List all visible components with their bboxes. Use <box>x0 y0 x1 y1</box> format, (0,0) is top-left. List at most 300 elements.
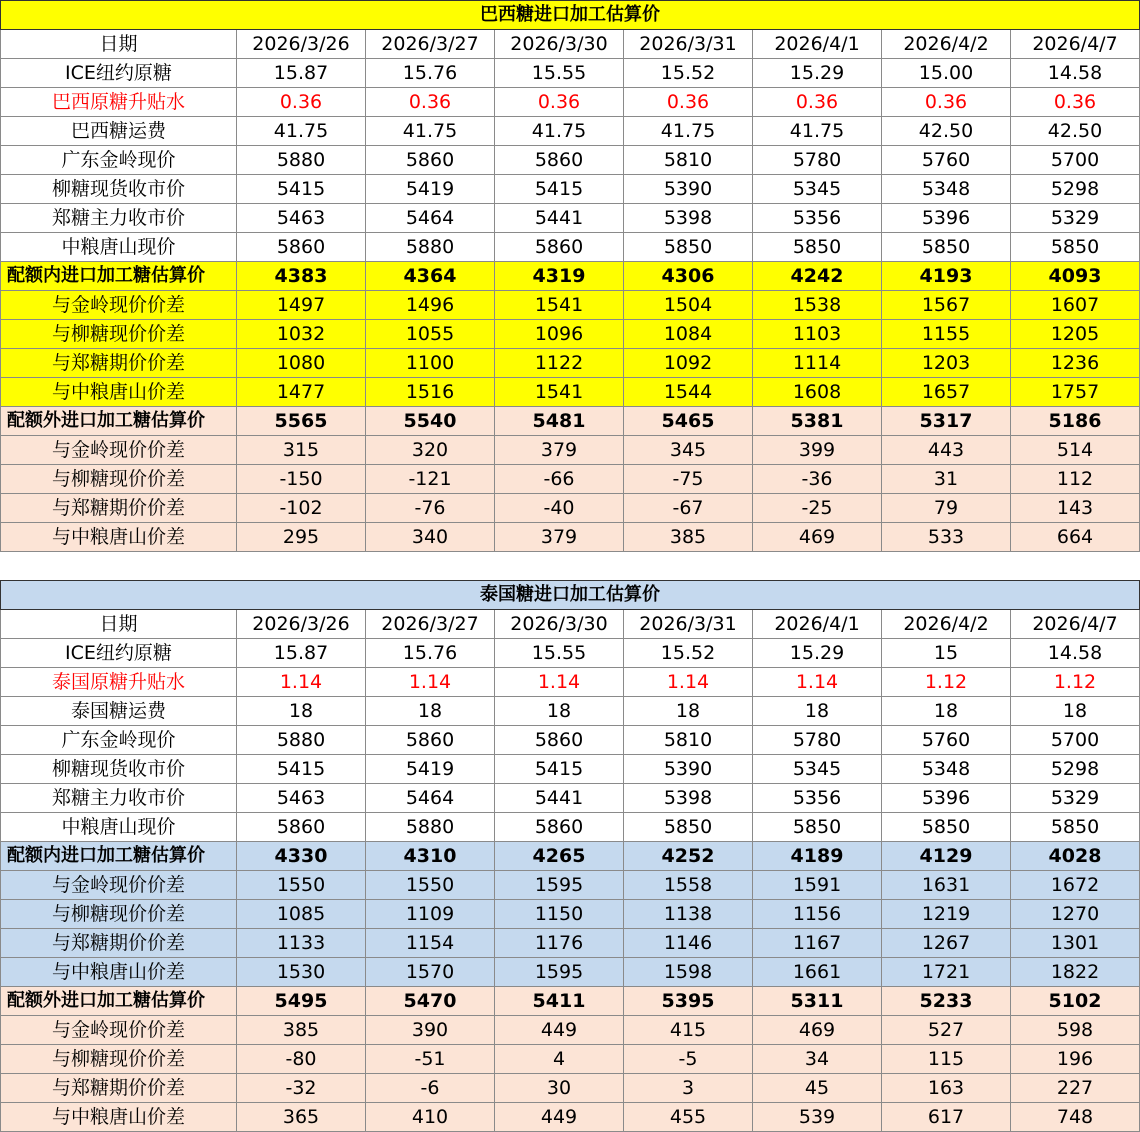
table-cell: 112 <box>1011 465 1140 494</box>
table-row <box>1 117 1140 146</box>
table-cell: 664 <box>1011 523 1140 552</box>
table-row <box>1 88 1140 117</box>
table-cell: 18 <box>495 697 624 726</box>
table-cell: 1114 <box>753 349 882 378</box>
table-cell: 2026/4/1 <box>753 610 882 639</box>
table-cell: 0.36 <box>753 88 882 117</box>
row-label: 泰国原糖升贴水 <box>1 668 237 697</box>
table-cell: 45 <box>753 1074 882 1103</box>
row-label: 日期 <box>1 610 237 639</box>
table-row <box>1 59 1140 88</box>
table-row <box>1 639 1140 668</box>
table-cell: 5850 <box>882 813 1011 842</box>
table-cell: 1530 <box>237 958 366 987</box>
table-cell: 4330 <box>237 842 366 871</box>
table-cell: 379 <box>495 523 624 552</box>
table-cell: 5880 <box>366 813 495 842</box>
table-cell: 5465 <box>624 407 753 436</box>
table-cell: 2026/3/30 <box>495 30 624 59</box>
table-cell: 385 <box>624 523 753 552</box>
table-cell: 5415 <box>495 755 624 784</box>
table-cell: 1631 <box>882 871 1011 900</box>
table-cell: 5860 <box>237 233 366 262</box>
table-cell: 1032 <box>237 320 366 349</box>
table-cell: 1122 <box>495 349 624 378</box>
table-cell: 4 <box>495 1045 624 1074</box>
table-title-row <box>1 1 1140 30</box>
table-cell: 3 <box>624 1074 753 1103</box>
table-cell: 365 <box>237 1103 366 1132</box>
table-cell: 5880 <box>366 233 495 262</box>
table-row <box>1 523 1140 552</box>
table-cell: 196 <box>1011 1045 1140 1074</box>
table-row <box>1 1045 1140 1074</box>
table-row <box>1 146 1140 175</box>
table-cell: 5860 <box>495 813 624 842</box>
table-cell: 1301 <box>1011 929 1140 958</box>
table-cell: 5780 <box>753 726 882 755</box>
table-cell: 143 <box>1011 494 1140 523</box>
table-cell: 15.76 <box>366 639 495 668</box>
table-cell: 5464 <box>366 204 495 233</box>
table-cell: 14.58 <box>1011 639 1140 668</box>
table-cell: 5415 <box>237 755 366 784</box>
table-cell: 5810 <box>624 726 753 755</box>
table-cell: 1541 <box>495 378 624 407</box>
row-label: 广东金岭现价 <box>1 726 237 755</box>
table-cell: 15.29 <box>753 639 882 668</box>
table-cell: 5329 <box>1011 784 1140 813</box>
table-cell: 5398 <box>624 204 753 233</box>
table-cell: 5395 <box>624 987 753 1016</box>
table-cell: 315 <box>237 436 366 465</box>
table-cell: 5396 <box>882 784 1011 813</box>
table-cell: 5390 <box>624 755 753 784</box>
table-row <box>1 494 1140 523</box>
table-cell: 1.14 <box>366 668 495 697</box>
row-label: 柳糖现货收市价 <box>1 755 237 784</box>
table-cell: 1219 <box>882 900 1011 929</box>
table-cell: 399 <box>753 436 882 465</box>
table-cell: 1544 <box>624 378 753 407</box>
table-cell: 1084 <box>624 320 753 349</box>
table-cell: 1.14 <box>624 668 753 697</box>
table-cell: -66 <box>495 465 624 494</box>
table-cell: 18 <box>753 697 882 726</box>
table-cell: 5481 <box>495 407 624 436</box>
table-cell: 5880 <box>237 146 366 175</box>
table-cell: 2026/3/26 <box>237 610 366 639</box>
table-cell: 5419 <box>366 755 495 784</box>
table-cell: 18 <box>882 697 1011 726</box>
table-cell: 410 <box>366 1103 495 1132</box>
table-cell: 5441 <box>495 204 624 233</box>
table-cell: 0.36 <box>237 88 366 117</box>
table-cell: 4028 <box>1011 842 1140 871</box>
table-cell: 1146 <box>624 929 753 958</box>
table-cell: 4129 <box>882 842 1011 871</box>
table-cell: 514 <box>1011 436 1140 465</box>
table-cell: 18 <box>1011 697 1140 726</box>
table-cell: -40 <box>495 494 624 523</box>
table-cell: -75 <box>624 465 753 494</box>
table-cell: 1205 <box>1011 320 1140 349</box>
table-cell: 1721 <box>882 958 1011 987</box>
table-cell: 5317 <box>882 407 1011 436</box>
row-label: 与柳糖现价价差 <box>1 1045 237 1074</box>
table-cell: 5860 <box>495 233 624 262</box>
thai-sugar-table <box>0 580 1140 1132</box>
row-label: 与郑糖期价价差 <box>1 349 237 378</box>
table-cell: 5700 <box>1011 146 1140 175</box>
table-cell: 41.75 <box>753 117 882 146</box>
table-cell: 2026/4/7 <box>1011 30 1140 59</box>
table-cell: 15.87 <box>237 639 366 668</box>
table-cell: 5102 <box>1011 987 1140 1016</box>
table-cell: 379 <box>495 436 624 465</box>
table-cell: 455 <box>624 1103 753 1132</box>
table-cell: 15.52 <box>624 639 753 668</box>
table-cell: 1203 <box>882 349 1011 378</box>
table-row <box>1 378 1140 407</box>
table-cell: 5463 <box>237 204 366 233</box>
table-cell: 5810 <box>624 146 753 175</box>
row-label: 与郑糖期价价差 <box>1 1074 237 1103</box>
row-label: 与金岭现价价差 <box>1 291 237 320</box>
table-cell: 5760 <box>882 726 1011 755</box>
table-cell: 1055 <box>366 320 495 349</box>
table-cell: 1570 <box>366 958 495 987</box>
table-cell: 1477 <box>237 378 366 407</box>
table-row <box>1 349 1140 378</box>
table-cell: 2026/3/31 <box>624 610 753 639</box>
table-cell: 1538 <box>753 291 882 320</box>
table-cell: 5186 <box>1011 407 1140 436</box>
table-cell: 5345 <box>753 175 882 204</box>
table-cell: -32 <box>237 1074 366 1103</box>
table-cell: 5860 <box>495 726 624 755</box>
table-cell: 390 <box>366 1016 495 1045</box>
row-label: ICE纽约原糖 <box>1 59 237 88</box>
table-cell: 1607 <box>1011 291 1140 320</box>
table-cell: 227 <box>1011 1074 1140 1103</box>
table-cell: 31 <box>882 465 1011 494</box>
table-cell: -76 <box>366 494 495 523</box>
table-cell: 5390 <box>624 175 753 204</box>
table-cell: 1.12 <box>882 668 1011 697</box>
table-cell: 1672 <box>1011 871 1140 900</box>
table-cell: 5348 <box>882 175 1011 204</box>
table-row <box>1 784 1140 813</box>
table-cell: 1085 <box>237 900 366 929</box>
table-cell: 5495 <box>237 987 366 1016</box>
table-cell: -6 <box>366 1074 495 1103</box>
table-cell: 2026/4/2 <box>882 30 1011 59</box>
table-cell: 5780 <box>753 146 882 175</box>
table-row <box>1 1074 1140 1103</box>
table-cell: 163 <box>882 1074 1011 1103</box>
row-label: ICE纽约原糖 <box>1 639 237 668</box>
table-cell: 1092 <box>624 349 753 378</box>
table-cell: 115 <box>882 1045 1011 1074</box>
table-cell: 0.36 <box>624 88 753 117</box>
table-cell: 1496 <box>366 291 495 320</box>
table-cell: 15.76 <box>366 59 495 88</box>
row-label: 与金岭现价价差 <box>1 1016 237 1045</box>
row-label: 中粮唐山现价 <box>1 233 237 262</box>
table-row <box>1 697 1140 726</box>
table-cell: 1.14 <box>753 668 882 697</box>
table-cell: 2026/4/1 <box>753 30 882 59</box>
table-cell: 617 <box>882 1103 1011 1132</box>
table-cell: 5860 <box>495 146 624 175</box>
table-row <box>1 755 1140 784</box>
table-cell: 15.87 <box>237 59 366 88</box>
table-cell: 5345 <box>753 755 882 784</box>
table-cell: 41.75 <box>495 117 624 146</box>
table-cell: 5441 <box>495 784 624 813</box>
table-cell: 1595 <box>495 958 624 987</box>
table-cell: 1156 <box>753 900 882 929</box>
row-label: 泰国糖运费 <box>1 697 237 726</box>
row-label: 广东金岭现价 <box>1 146 237 175</box>
table-cell: 539 <box>753 1103 882 1132</box>
table-cell: 5348 <box>882 755 1011 784</box>
table-cell: 5311 <box>753 987 882 1016</box>
table-cell: 4319 <box>495 262 624 291</box>
table-cell: -102 <box>237 494 366 523</box>
row-label: 与柳糖现价价差 <box>1 320 237 349</box>
row-label: 郑糖主力收市价 <box>1 204 237 233</box>
table-cell: 1497 <box>237 291 366 320</box>
table-cell: -25 <box>753 494 882 523</box>
table-cell: 4306 <box>624 262 753 291</box>
table-cell: 5298 <box>1011 755 1140 784</box>
table-row <box>1 813 1140 842</box>
table-cell: 5850 <box>753 813 882 842</box>
table-cell: 0.36 <box>882 88 1011 117</box>
table-cell: 1598 <box>624 958 753 987</box>
table-cell: 41.75 <box>237 117 366 146</box>
row-label: 与郑糖期价价差 <box>1 929 237 958</box>
table-row <box>1 1016 1140 1045</box>
table-row <box>1 726 1140 755</box>
table-cell: 5880 <box>237 726 366 755</box>
table-cell: 1167 <box>753 929 882 958</box>
table-cell: 15.29 <box>753 59 882 88</box>
table-cell: 5850 <box>1011 813 1140 842</box>
table-row <box>1 900 1140 929</box>
table-cell: -5 <box>624 1045 753 1074</box>
table-cell: 5760 <box>882 146 1011 175</box>
table-cell: -67 <box>624 494 753 523</box>
table-cell: 1.12 <box>1011 668 1140 697</box>
table-cell: 748 <box>1011 1103 1140 1132</box>
table-cell: 469 <box>753 523 882 552</box>
table-cell: 5396 <box>882 204 1011 233</box>
table-cell: 1.14 <box>237 668 366 697</box>
table-cell: 1267 <box>882 929 1011 958</box>
table-cell: 15.52 <box>624 59 753 88</box>
row-label: 巴西糖运费 <box>1 117 237 146</box>
row-label: 配额外进口加工糖估算价 <box>1 407 237 436</box>
table-row <box>1 436 1140 465</box>
table-cell: 1516 <box>366 378 495 407</box>
table-cell: 5860 <box>366 146 495 175</box>
table-cell: 5850 <box>624 233 753 262</box>
table-cell: 0.36 <box>495 88 624 117</box>
table-cell: 4310 <box>366 842 495 871</box>
table-cell: 5850 <box>624 813 753 842</box>
table-row <box>1 175 1140 204</box>
table-cell: 1757 <box>1011 378 1140 407</box>
table-row <box>1 407 1140 436</box>
table-cell: 15.55 <box>495 639 624 668</box>
table-cell: 1133 <box>237 929 366 958</box>
table-title: 泰国糖进口加工估算价 <box>1 581 1140 610</box>
table-row <box>1 291 1140 320</box>
table-cell: 5415 <box>495 175 624 204</box>
table-row <box>1 30 1140 59</box>
row-label: 与中粮唐山价差 <box>1 378 237 407</box>
table-cell: 4265 <box>495 842 624 871</box>
table-cell: 1138 <box>624 900 753 929</box>
table-cell: 1822 <box>1011 958 1140 987</box>
table-cell: 5298 <box>1011 175 1140 204</box>
table-cell: 5411 <box>495 987 624 1016</box>
table-title-row <box>1 581 1140 610</box>
table-cell: 1270 <box>1011 900 1140 929</box>
table-row <box>1 610 1140 639</box>
table-cell: 5464 <box>366 784 495 813</box>
table-cell: 41.75 <box>624 117 753 146</box>
table-cell: 4242 <box>753 262 882 291</box>
table-cell: 449 <box>495 1016 624 1045</box>
row-label: 日期 <box>1 30 237 59</box>
table-cell: -150 <box>237 465 366 494</box>
row-label: 郑糖主力收市价 <box>1 784 237 813</box>
row-label: 与柳糖现价价差 <box>1 465 237 494</box>
table-cell: -51 <box>366 1045 495 1074</box>
table-cell: 5860 <box>366 726 495 755</box>
table-cell: 30 <box>495 1074 624 1103</box>
table-cell: 1080 <box>237 349 366 378</box>
row-label: 与中粮唐山价差 <box>1 523 237 552</box>
table-cell: 4189 <box>753 842 882 871</box>
table-cell: 345 <box>624 436 753 465</box>
table-cell: 385 <box>237 1016 366 1045</box>
table-cell: -121 <box>366 465 495 494</box>
table-row <box>1 204 1140 233</box>
table-cell: 1150 <box>495 900 624 929</box>
table-cell: 1096 <box>495 320 624 349</box>
table-cell: 1541 <box>495 291 624 320</box>
table-cell: 1550 <box>366 871 495 900</box>
table-cell: 1155 <box>882 320 1011 349</box>
table-cell: 5540 <box>366 407 495 436</box>
table-cell: 2026/4/2 <box>882 610 1011 639</box>
table-row <box>1 668 1140 697</box>
table-cell: 1595 <box>495 871 624 900</box>
table-cell: 415 <box>624 1016 753 1045</box>
row-label: 配额外进口加工糖估算价 <box>1 987 237 1016</box>
table-cell: 15 <box>882 639 1011 668</box>
table-cell: 5381 <box>753 407 882 436</box>
row-label: 配额内进口加工糖估算价 <box>1 262 237 291</box>
table-cell: 0.36 <box>1011 88 1140 117</box>
table-row <box>1 320 1140 349</box>
table-row <box>1 465 1140 494</box>
table-cell: 5329 <box>1011 204 1140 233</box>
table-cell: 5419 <box>366 175 495 204</box>
table-cell: 5850 <box>1011 233 1140 262</box>
table-cell: 443 <box>882 436 1011 465</box>
table-row <box>1 262 1140 291</box>
table-cell: 295 <box>237 523 366 552</box>
table-cell: 320 <box>366 436 495 465</box>
table-cell: 1100 <box>366 349 495 378</box>
table-cell: 18 <box>624 697 753 726</box>
table-cell: 2026/3/27 <box>366 610 495 639</box>
table-cell: 5850 <box>882 233 1011 262</box>
table-cell: 2026/3/27 <box>366 30 495 59</box>
row-label: 配额内进口加工糖估算价 <box>1 842 237 871</box>
table-cell: 4364 <box>366 262 495 291</box>
table-row <box>1 233 1140 262</box>
table-cell: 1154 <box>366 929 495 958</box>
table-cell: 1608 <box>753 378 882 407</box>
table-cell: 4252 <box>624 842 753 871</box>
table-cell: 5415 <box>237 175 366 204</box>
table-cell: 2026/3/26 <box>237 30 366 59</box>
table-cell: 1567 <box>882 291 1011 320</box>
table-cell: 5850 <box>753 233 882 262</box>
row-label: 与中粮唐山价差 <box>1 1103 237 1132</box>
row-label: 巴西原糖升贴水 <box>1 88 237 117</box>
table-row <box>1 1103 1140 1132</box>
table-cell: 2026/3/30 <box>495 610 624 639</box>
row-label: 与金岭现价价差 <box>1 436 237 465</box>
table-cell: 15.00 <box>882 59 1011 88</box>
row-label: 中粮唐山现价 <box>1 813 237 842</box>
table-cell: 1176 <box>495 929 624 958</box>
table-cell: 340 <box>366 523 495 552</box>
row-label: 与郑糖期价价差 <box>1 494 237 523</box>
table-cell: 1661 <box>753 958 882 987</box>
table-cell: 14.58 <box>1011 59 1140 88</box>
table-cell: 1591 <box>753 871 882 900</box>
table-cell: 2026/3/31 <box>624 30 753 59</box>
table-row <box>1 987 1140 1016</box>
table-row <box>1 842 1140 871</box>
table-cell: 4383 <box>237 262 366 291</box>
table-cell: 1504 <box>624 291 753 320</box>
table-cell: 34 <box>753 1045 882 1074</box>
brazil-sugar-table <box>0 0 1140 552</box>
table-cell: 5356 <box>753 204 882 233</box>
table-cell: 4093 <box>1011 262 1140 291</box>
table-cell: 1657 <box>882 378 1011 407</box>
table-cell: 527 <box>882 1016 1011 1045</box>
table-cell: 598 <box>1011 1016 1140 1045</box>
table-cell: 5356 <box>753 784 882 813</box>
row-label: 与金岭现价价差 <box>1 871 237 900</box>
table-cell: 2026/4/7 <box>1011 610 1140 639</box>
table-row <box>1 871 1140 900</box>
table-cell: 1236 <box>1011 349 1140 378</box>
row-label: 与柳糖现价价差 <box>1 900 237 929</box>
table-cell: 5463 <box>237 784 366 813</box>
